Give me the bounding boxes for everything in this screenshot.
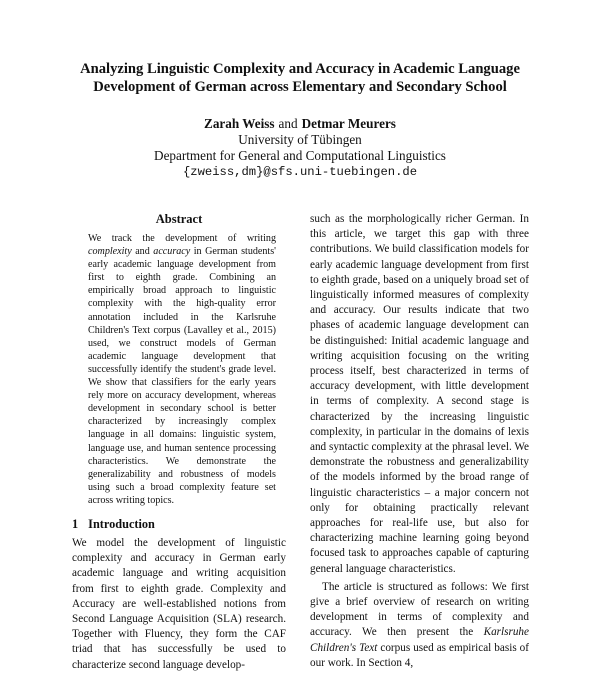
abstract-heading: Abstract xyxy=(155,212,203,226)
introduction-paragraph: We model the development of linguistic complexity and accuracy in German early academic language and writing acquisition from first to eighth grade. Complexity and Accuracy are well-established notions from Second Language Acquisition (SLA) research. Together with Fluency, they form the CAF triad that has successfully be used to characterize second language develop- xyxy=(72,536,286,671)
section-title: Introduction xyxy=(88,516,155,531)
author-1: Zarah Weiss xyxy=(204,116,275,131)
right-paragraph-2-part-b: corpus used as empirical basis of our work. In Section 4, xyxy=(310,641,530,669)
author-email: {zweiss,dm}@sfs.uni-tuebingen.de xyxy=(182,165,418,179)
section-heading-introduction xyxy=(72,517,286,531)
right-paragraph-2 xyxy=(310,580,529,671)
abstract-em-accuracy: accuracy xyxy=(153,246,191,258)
author-names xyxy=(60,116,540,132)
author-2: Detmar Meurers xyxy=(301,116,396,131)
abstract-em-complexity: complexity xyxy=(88,246,132,258)
abstract-text-part-1: We track the development of writing xyxy=(88,233,276,244)
title-line-2: Development of German across Elementary and Secondary School xyxy=(93,79,507,95)
corpus-name-em: Karlsruhe Children's Text xyxy=(310,626,529,654)
right-column xyxy=(310,212,529,671)
title-line-1: Analyzing Linguistic Complexity and Accuracy in Academic Language xyxy=(80,61,520,77)
right-paragraph-2-part-a: The article is structured as follows: We first give a brief overview of research on writing development in terms of complexity and accuracy. We then present the xyxy=(310,580,529,639)
paper-title xyxy=(40,60,560,96)
affiliation-department: Department for General and Computational Linguistics xyxy=(154,148,446,163)
abstract-text xyxy=(88,232,276,507)
abstract-text-part-3: in German students' early academic language development from first to eighth grade. Combining an empirically broad approach to linguistic complexity with the high-quality error annotation included in the Karlsruhe Children's Text corpus (Lavalley et al., 2015) used, we construct models of German academic language development that successfully identify the student's grade level. We show that classifiers for the early years rely more on accuracy development, whereas development in secondary school is better characterized by increasingly complex language in all domains: linguistic system, language use, and human sentence processing characteristics. We demonstrate the generalizability and robustness of models using such a broad complexity feature set across writing topics. xyxy=(88,246,276,506)
right-paragraph-1: such as the morphologically richer German. In this article, we target this gap with three contributions. We build classification models for early academic language development from first to eighth grade, based on a uniquely broad set of linguistically informed measures of complexity and accuracy. Our results indicate that two phases of academic language development can be distinguished: Initial academic language and writing acquisition focusing on the writing process itself, best characterized in terms of accuracy development, with little development in terms of complexity. A second stage is characterized by the increasing linguistic complexity, in particular in the domains of lexis and syntactic complexity at the phrasal level. We demonstrate the robustness and generalizability of the models informed by the broad range of linguistic characteristics – a major concern not only for obtaining practically relevant approaches for real-life use, but also for characterizing machine learning going beyond focused task to approaches capable of capturing general language characteristics. xyxy=(310,213,529,575)
affiliation-university: University of Tübingen xyxy=(238,132,362,147)
author-block xyxy=(60,116,540,180)
abstract-text-part-2: and xyxy=(131,246,154,258)
section-number: 1 xyxy=(72,516,79,531)
author-separator: and xyxy=(278,116,298,131)
left-column xyxy=(72,212,286,673)
